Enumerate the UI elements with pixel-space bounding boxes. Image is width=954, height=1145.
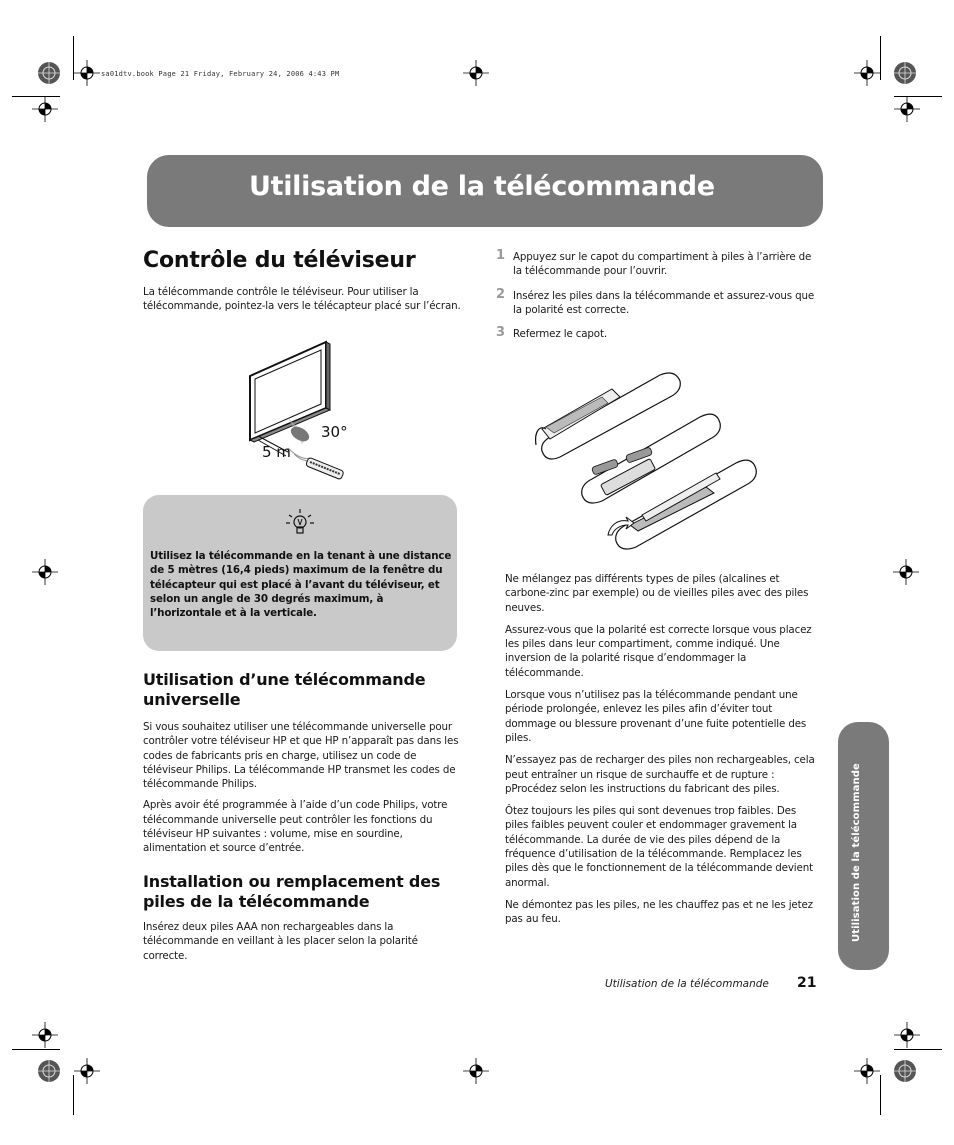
paragraph: Ne démontez pas les piles, ne les chauffez pas et ne les jetez pas au feu.	[505, 898, 813, 926]
step-number: 1	[496, 248, 506, 263]
step-number: 3	[496, 325, 506, 341]
paragraph: N’essayez pas de recharger des piles non rechargeables, cela peut entraîner un risque de surchauffe et de rupture : pProcédez selon les instructions du fabricant des piles.	[505, 754, 815, 795]
registration-mark-icon	[74, 1058, 100, 1084]
registration-mark-icon	[32, 1022, 58, 1048]
step-text: Refermez le capot.	[513, 328, 607, 341]
registration-mark-icon	[36, 1058, 62, 1084]
distance-label: 5 m	[262, 443, 291, 461]
paragraph: Insérez deux piles AAA non rechargeables dans la télécommande en veillant à les placer selon la polarité correcte.	[143, 921, 418, 962]
registration-mark-icon	[463, 60, 489, 86]
registration-mark-icon	[32, 559, 58, 585]
crop-mark	[12, 1049, 60, 1050]
subsection-heading: Utilisation d’une télécommande universelle	[143, 670, 426, 709]
registration-mark-icon	[74, 60, 100, 86]
subsection-heading: Installation ou remplacement des piles de la télécommande	[143, 872, 441, 911]
paragraph: Assurez-vous que la polarité est correcte lorsque vous placez les piles dans leur compartiment, comme indiqué. Une inversion de la polarité risque d’endommager la télécommande.	[505, 623, 812, 679]
side-tab-label: Utilisation de la télécommande	[851, 763, 862, 942]
footer-label: Utilisation de la télécommande	[605, 978, 769, 990]
step-item	[487, 250, 823, 279]
step-item	[487, 327, 823, 341]
angle-label: 30°	[321, 423, 348, 441]
paragraph: Ne mélangez pas différents types de piles (alcalines et carbone-zinc par exemple) ou de vieilles piles avec des piles neuves.	[505, 573, 809, 614]
paragraph: Après avoir été programmée à l’aide d’un code Philips, votre télécommande universelle peut contrôler les fonctions du téléviseur HP suivantes : volume, mise en sourdine, alimentation et source d’entrée.	[143, 799, 448, 855]
step-text: Appuyez sur le capot du compartiment à piles à l’arrière de la télécommande pour l’ouvrir.	[513, 251, 812, 278]
section-heading: Contrôle du téléviseur	[143, 248, 416, 273]
battery-warnings	[505, 572, 820, 927]
tv-remote-range-illustration	[248, 336, 358, 486]
crop-mark	[880, 1075, 881, 1115]
step-number: 2	[496, 286, 506, 302]
crop-mark	[894, 1049, 942, 1050]
tip-text: Utilisez la télécommande en la tenant à une distance de 5 mètres (16,4 pieds) maximum de la fenêtre du télécapteur qui est placé à l’avant du téléviseur, et selon un angle de 30 degrés maximum, à l’horizontale et à la verticale.	[150, 550, 452, 620]
chapter-title-banner	[147, 155, 823, 227]
chapter-side-tab	[838, 722, 889, 970]
universal-remote-section	[143, 670, 461, 856]
registration-mark-icon	[854, 1058, 880, 1084]
steps-list	[496, 248, 823, 341]
registration-mark-icon	[854, 60, 880, 86]
registration-mark-icon	[894, 96, 920, 122]
tip-box	[143, 495, 457, 651]
registration-mark-icon	[892, 60, 918, 86]
paragraph: Lorsque vous n’utilisez pas la télécommande pendant une période prolongée, enlevez les piles afin d’éviter tout dommage ou blessure provenant d’une fuite potentielle des piles.	[505, 689, 807, 744]
left-column	[143, 248, 461, 314]
crop-mark	[880, 36, 881, 80]
registration-mark-icon	[36, 60, 62, 86]
battery-installation-illustration	[530, 367, 775, 552]
print-header-meta: sa01dtv.book Page 21 Friday, February 24, 2006 4:43 PM	[101, 70, 340, 78]
lightbulb-icon	[283, 507, 317, 539]
batteries-section	[143, 872, 461, 963]
registration-mark-icon	[893, 559, 919, 585]
paragraph: Si vous souhaitez utiliser une télécommande universelle pour contrôler votre téléviseur HP et que HP n’apparaît pas dans les codes de fabricants pris en charge, utilisez un code de téléviseur Philips. La télécommande HP transmet les codes de télécommande Philips.	[143, 721, 459, 791]
paragraph: Ôtez toujours les piles qui sont devenues trop faibles. Des piles faibles peuvent couler et endommager gravement la télécommande. La durée de vie des piles dépend de la fréquence d’utilisation de la télécommande. Remplacez les piles dès que le fonctionnement de la télécommande devient anormal.	[505, 805, 813, 889]
page-number: 21	[797, 975, 817, 991]
registration-mark-icon	[463, 1058, 489, 1084]
chapter-title: Utilisation de la télécommande	[249, 171, 715, 202]
intro-paragraph: La télécommande contrôle le téléviseur. Pour utiliser la télécommande, pointez-la vers le télécapteur placé sur l’écran.	[143, 286, 461, 313]
registration-mark-icon	[894, 1022, 920, 1048]
step-text: Insérez les piles dans la télécommande et assurez-vous que la polarité est correcte.	[513, 289, 815, 316]
step-item	[487, 286, 823, 318]
registration-mark-icon	[892, 1058, 918, 1084]
registration-mark-icon	[32, 96, 58, 122]
right-column	[496, 248, 823, 351]
